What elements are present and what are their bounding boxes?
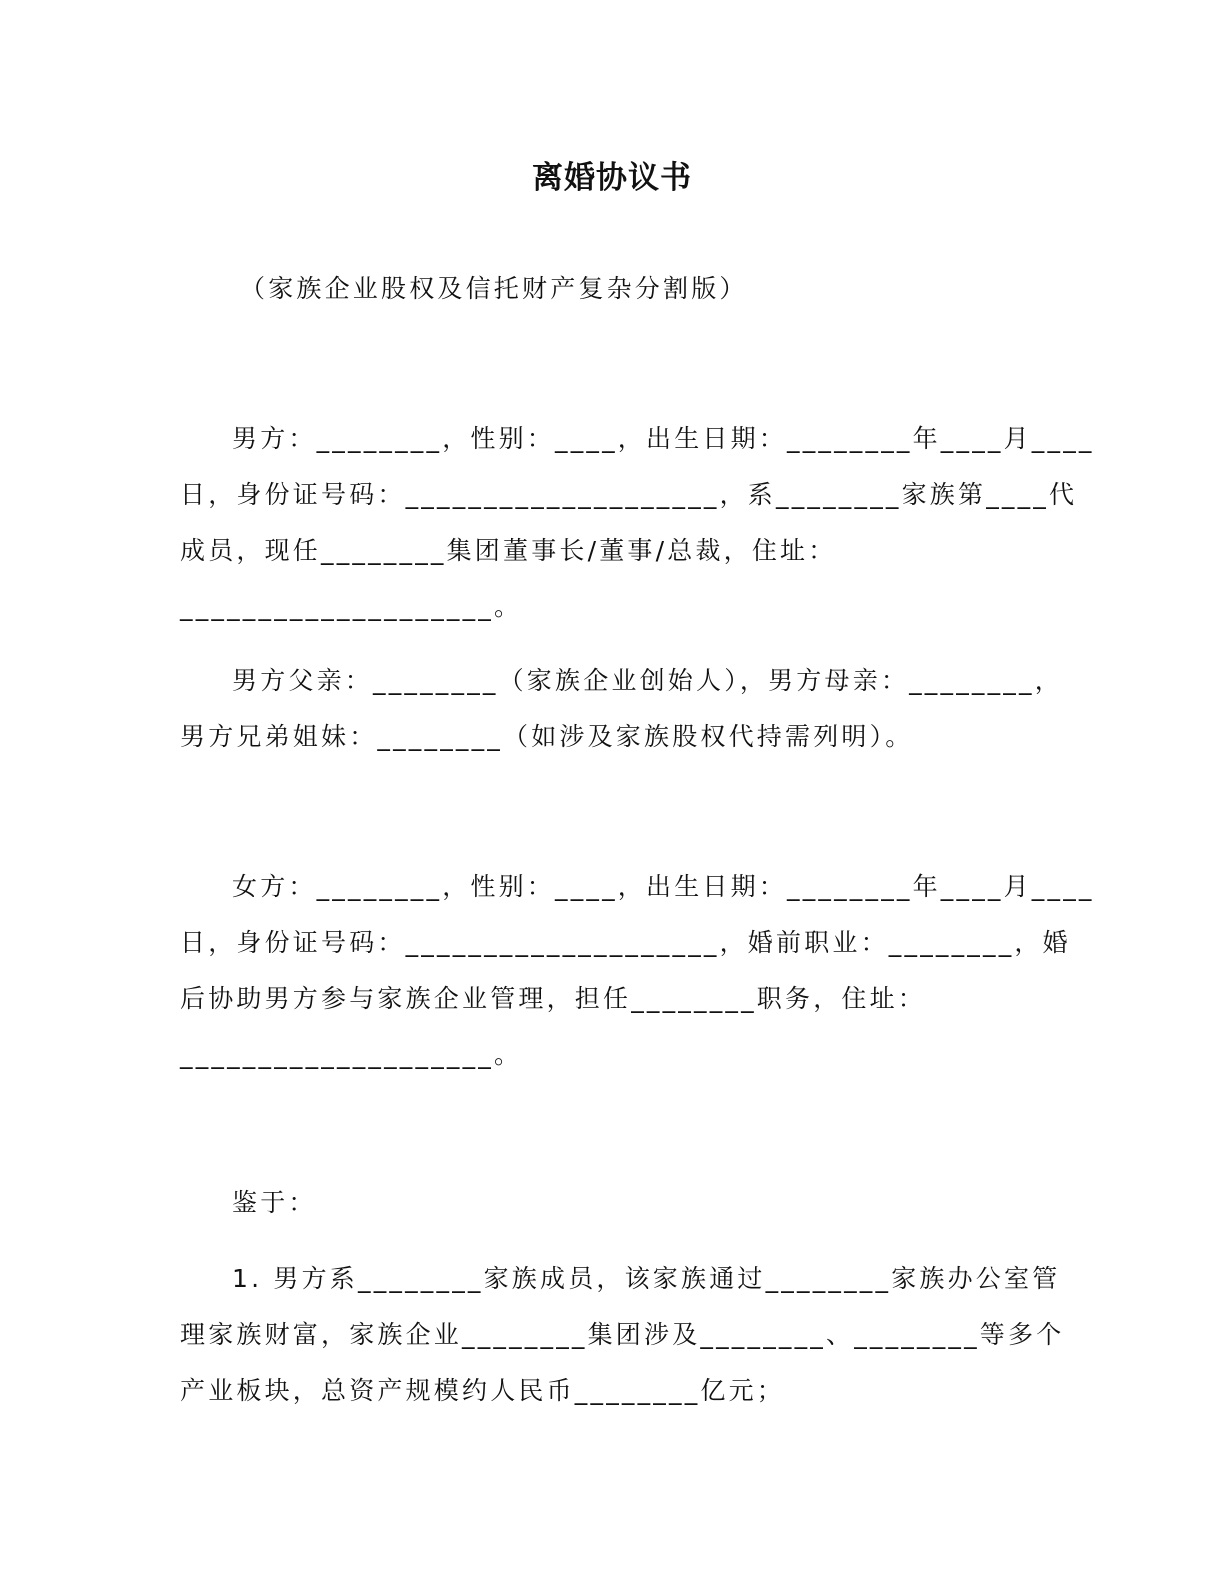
male-info-line-3: 成员，现任________集团董事长/董事/总裁，住址： <box>180 536 837 565</box>
whereas-item-1-line-2: 理家族财富，家族企业________集团涉及________、________等多个 <box>180 1320 1065 1349</box>
whereas-item-1-line-1: 1. 男方系________家族成员，该家族通过________家族办公室管 <box>232 1264 1061 1293</box>
male-info-line-2: 日，身份证号码：____________________，系________家族第____代 <box>180 480 1078 509</box>
female-info-line-1: 女方：________，性别：____，出生日期：________年____月____ <box>232 872 1095 901</box>
female-info-line-3: 后协助男方参与家族企业管理，担任________职务，住址： <box>180 984 927 1013</box>
male-info-line-1: 男方：________，性别：____，出生日期：________年____月____ <box>232 424 1095 453</box>
male-family-line-1: 男方父亲：________（家族企业创始人），男方母亲：________， <box>232 666 1063 695</box>
male-info-line-4: ____________________。 <box>180 592 523 621</box>
whereas-heading: 鉴于： <box>232 1188 317 1217</box>
female-info-line-4: ____________________。 <box>180 1040 523 1069</box>
male-family-line-2: 男方兄弟姐妹：________（如涉及家族股权代持需列明）。 <box>180 722 914 751</box>
female-info-line-2: 日，身份证号码：____________________，婚前职业：________，婚 <box>180 928 1071 957</box>
document-title: 离婚协议书 <box>532 160 692 196</box>
whereas-item-1-line-3: 产业板块，总资产规模约人民币________亿元； <box>180 1376 786 1405</box>
document-subtitle: （家族企业股权及信托财产复杂分割版） <box>240 274 748 303</box>
